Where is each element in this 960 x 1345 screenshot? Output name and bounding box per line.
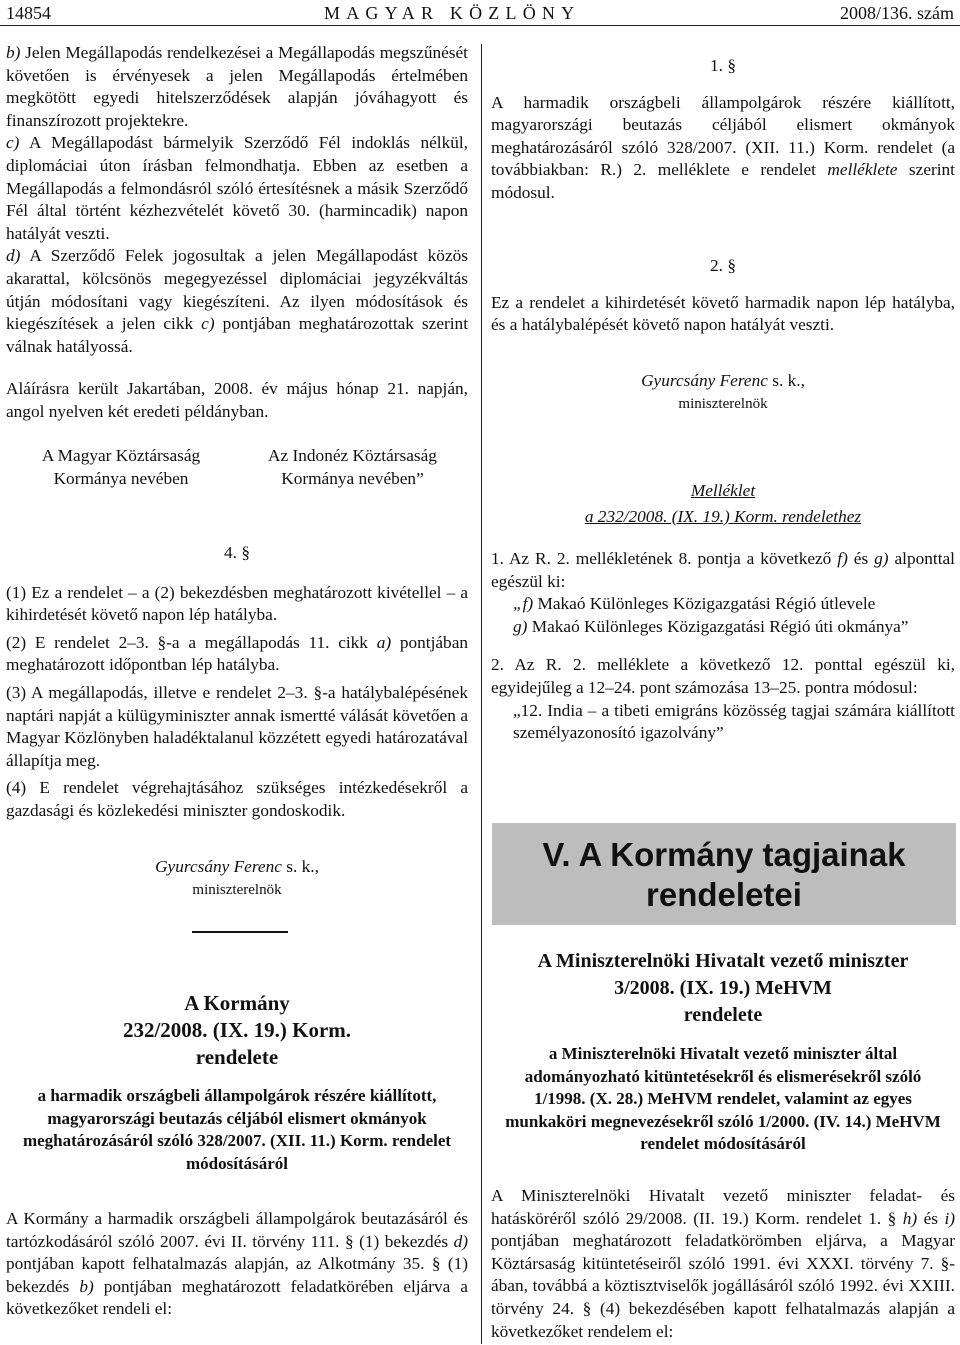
decree-heading: A Kormány 232/2008. (IX. 19.) Korm. rendelete a harmadik országbeli állampolgárok részére kiállított, magyarországi beutazás céljából elismert okmányok meghatározásáról szóló 328/2007. (XII. 11.) Korm. rendelet módosításáról	[6, 990, 468, 1175]
signer-left: Gyurcsány Ferenc s. k., miniszterelnök	[6, 856, 468, 901]
annex-heading: Melléklet a 232/2008. (IX. 19.) Korm. rendelethez	[584, 481, 862, 526]
separator-rule	[192, 931, 288, 933]
section-banner: V. A Kormány tagjainak rendeletei	[492, 823, 956, 925]
annex-body: 1. Az R. 2. mellékletének 8. pontja a következő f) és g) alponttal egészül ki: „f) Makaó Különleges Közigazgatási Régió útlevele g) Makaó Különleges Közigazgatási Régió úti okmánya” 2. Az R. 2. melléklete a következő 12. ponttal egészül ki, egyidejűleg a 12–24. pont számozása 13–25. pontra módosul: „12. India – a tibeti emigráns közösség tagjai számára kiállított személyazonosító igazolvány”	[491, 549, 955, 743]
signing-statement: Aláírásra került Jakartában, 2008. év május hónap 21. napján, angol nyelven két eredeti példányban.	[6, 379, 468, 421]
decree-subject: a harmadik országbeli állampolgárok részére kiállított, magyarországi beutazás céljából elismert okmányok meghatározásáról szóló 328/2007. (XII. 11.) Korm. rendelet módosításáról	[22, 1086, 452, 1173]
section-4-title: 4. §	[224, 543, 250, 562]
signature-indonesia: Az Indonéz Köztársaság Kormánya nevében”	[268, 446, 437, 488]
signer-right: Gyurcsány Ferenc s. k., miniszterelnök	[641, 371, 805, 412]
signer-name: Gyurcsány Ferenc	[155, 857, 282, 876]
signer-role: miniszterelnök	[192, 881, 282, 898]
clause-d: d) A Szerződő Felek jogosultak a jelen Megállapodást közös akarattal, kölcsönös megegyezéssel diplomáciai jegyzékváltás útján módosítani vagy kiegészíteni. Az ilyen módosítások és kiegészítések a jelen cikk c) pontjában meghatározottak szerint válnak hatályossá.	[6, 246, 468, 356]
decree-intro: A Kormány a harmadik országbeli állampolgárok beutazásáról és tartózkodásáról szóló 2007. évi II. törvény 111. § (1) bekezdés d) pontjában kapott felhatalmazás alapján, az Alkotmány 35. § (1) bekezdés b) pontjában meghatározott feladatkörében eljárva a következőket rendeli el:	[6, 1209, 468, 1319]
journal-title: MAGYAR KÖZLÖNY	[324, 3, 581, 23]
clause-b: b) Jelen Megállapodás rendelkezései a Megállapodás megszűnését követően is érvényesek a jelen Megállapodás értelmében megkötött egyedi hitelszerződések alapján jóváhagyott és finanszírozott projektekre.	[6, 43, 468, 130]
clause-c: c) A Megállapodást bármelyik Szerződő Fél indoklás nélkül, diplomáciai úton írásban felmondhatja. Ebben az esetben a Megállapodás a felmondásról szóló értesítésnek a másik Szerződő Fél által történt kézhezvételét követő 30. (harmincadik) napon hatályát veszti.	[6, 133, 468, 243]
page-header	[0, 0, 960, 26]
section-4: 4. § (1) Ez a rendelet – a (2) bekezdésben meghatározott kivétellel – a kihirdetését követő napon lép hatályba. (2) E rendelet 2–3. §-a a megállapodás 11. cikk a) pontjában meghatározott időpontban lép hatályba. (3) A megállapodás, illetve e rendelet 2–3. §-a hatálybalépésének naptári napját a külügyminiszter annak ismertté válását követően a Magyar Közlönyben haladéktalanul közzétett egyedi határozatával állapítja meg. (4) E rendelet végrehajtásához szükséges intézkedésekről a gazdasági és közlekedési miniszter gondoskodik.	[6, 543, 469, 820]
section-1: 1. § A harmadik országbeli állampolgárok részére kiállított, magyarországi beutazás céljából elismert okmányok meghatározásáról szóló 328/2007. (XII. 11.) Korm. rendelet (a továbbiakban: R.) 2. melléklete e rendelet melléklete szerint módosul.	[491, 56, 955, 202]
issue-number: 2008/136. szám	[840, 3, 954, 23]
section-2-title: 2. §	[710, 256, 736, 275]
column-divider	[481, 44, 482, 1344]
ministerial-decree-heading: A Miniszterelnöki Hivatalt vezető miniszter 3/2008. (IX. 19.) MeHVM rendelete a Miniszterelnöki Hivatalt vezető miniszter által adományozható kitüntetésekről és elismerésekről szóló 1/1998. (X. 28.) MeHVM rendelet, valamint az egyes munkaköri megnevezésekről szóló 1/2000. (IV. 14.) MeHVM rendelet módosításáról	[491, 948, 955, 1156]
signature-hungary: A Magyar Köztársaság Kormánya nevében	[41, 446, 201, 488]
page-number: 14854	[6, 3, 51, 23]
section-2: 2. § Ez a rendelet a kihirdetését követő harmadik napon lép hatályba, és a hatálybalépését követő napon hatályát veszti.	[491, 256, 955, 335]
ministerial-decree-intro: A Miniszterelnöki Hivatalt vezető miniszter feladat- és hatásköréről szóló 29/2008. (II. 19.) Korm. rendelet 1. § h) és i) pontjában meghatározott feladatkörömben eljárva, a Magyar Köztársaság kitüntetéseiről szóló 1991. évi XXXI. törvény 7. §-ában, továbbá a köztisztviselők jogállásáról szóló 1992. évi XXIII. törvény 24. § (4) bekezdésében kapott felhatalmazás alapján a következőket rendelem el:	[491, 1186, 955, 1341]
section-1-title: 1. §	[710, 56, 736, 75]
header-rule	[0, 25, 960, 26]
agreement-clauses	[6, 42, 468, 358]
ministerial-decree-subject: a Miniszterelnöki Hivatalt vezető miniszter által adományozható kitüntetésekről és elismerésekről szóló 1/1998. (X. 28.) MeHVM rendelet, valamint az egyes munkaköri megnevezésekről szóló 1/2000. (IV. 14.) MeHVM rendelet módosításáról	[505, 1044, 941, 1154]
